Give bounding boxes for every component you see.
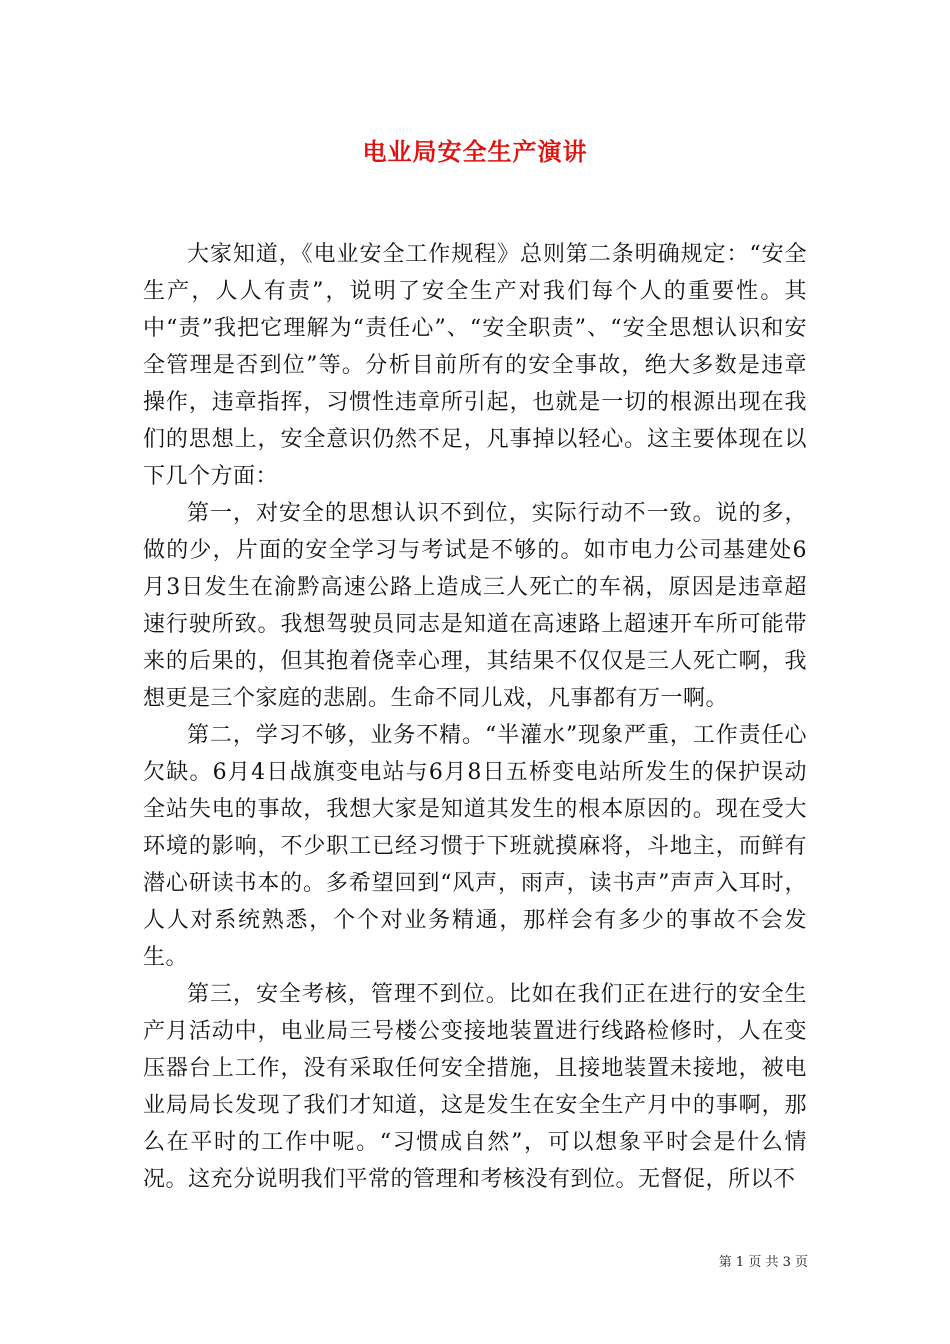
paragraph-first-point: 第一，对安全的思想认识不到位，实际行动不一致。说的多，做的少，片面的安全学习与考试是不够的。如市电力公司基建处6月3日发生在渝黔高速公路上造成三人死亡的车祸，原因是违章超速行驶所致。我想驾驶员同志是知道在高速路上超速开车所可能带来的后果的，但其抱着侥幸心理，其结果不仅仅是三人死亡啊，我想更是三个家庭的悲剧。生命不同儿戏，凡事都有万一啊。 xyxy=(143,501,807,711)
document-title: 电业局安全生产演讲 xyxy=(362,137,588,166)
paragraph-intro: 大家知道，《电业安全工作规程》总则第二条明确规定：“安全生产，人人有责”，说明了安全生产对我们每个人的重要性。其中“责”我把它理解为“责任心”、“安全职责”、“安全思想认识和安全管理是否到位”等。分析目前所有的安全事故，绝大多数是违章操作，违章指挥，习惯性违章所引起，也就是一切的根源出现在我们的思想上，安全意识仍然不足，凡事掉以轻心。这主要体现在以下几个方面： xyxy=(143,242,807,489)
page-number-footer: 第 1 页 共 3 页 xyxy=(718,1255,808,1270)
document-body xyxy=(143,236,807,1198)
paragraph-second-point: 第二，学习不够，业务不精。“半灌水”现象严重，工作责任心欠缺。6月4日战旗变电站与6月8日五桥变电站所发生的保护误动全站失电的事故，我想大家是知道其发生的根本原因的。现在受大环境的影响，不少职工已经习惯于下班就摸麻将，斗地主，而鲜有潜心研读书本的。多希望回到“风声，雨声，读书声”声声入耳时，人人对系统熟悉，个个对业务精通，那样会有多少的事故不会发生。 xyxy=(143,723,807,970)
paragraph-third-point: 第三，安全考核，管理不到位。比如在我们正在进行的安全生产月活动中，电业局三号楼公变接地装置进行线路检修时，人在变压器台上工作，没有采取任何安全措施，且接地装置未接地，被电业局局长发现了我们才知道，这是发生在安全生产月中的事啊，那么在平时的工作中呢。“习惯成自然”，可以想象平时会是什么情况。这充分说明我们平常的管理和考核没有到位。无督促，所以不 xyxy=(143,982,807,1192)
